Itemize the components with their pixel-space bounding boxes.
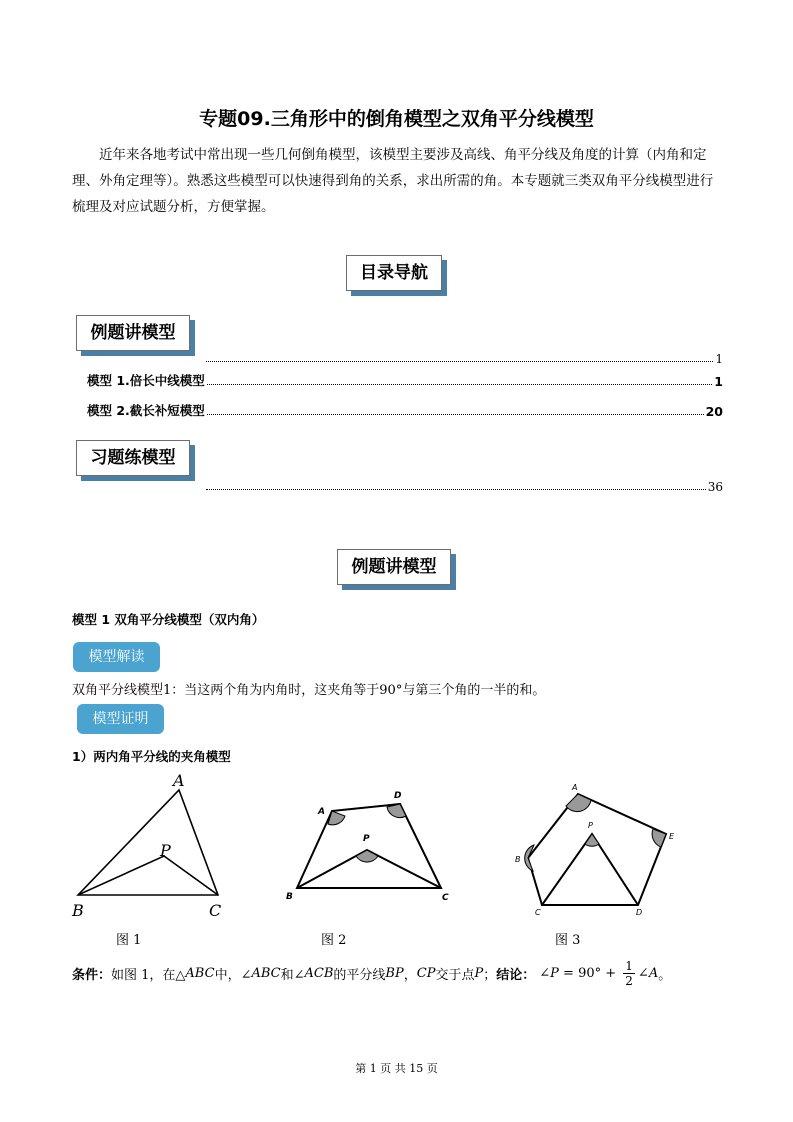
fraction-numerator: 1 [625,959,633,973]
fig2-label-p: P [363,834,370,844]
figure-2-caption: 图 2 [321,933,347,948]
fig2-label-b: B [286,892,293,902]
figure-3-caption: 图 3 [555,933,581,948]
point-p: P [474,966,484,981]
page-footer: 第 1 页 共 15 页 [355,1062,438,1075]
condition-text-6: 交于点 [435,968,475,983]
fig2-label-c: C [442,893,449,903]
toc-entry-exercises[interactable] [204,478,723,494]
angle-symbol: ∠ [637,966,649,981]
fraction-denominator: 2 [625,974,633,988]
condition-text-5: ， [403,968,417,983]
toc-entry-label: 模型 1.倍长中线模型 [87,373,205,388]
model-title: 模型 1 双角平分线模型（双内角） [72,612,265,627]
conclusion-label: 结论： [496,968,536,983]
figure-3 [506,778,686,920]
conclusion-equals: = 90° + [558,966,621,981]
toc-section-examples[interactable]: 例题讲模型 [76,315,190,351]
intro-paragraph: 近年来各地考试中常出现一些几何倒角模型，该模型主要涉及高线、角平分线及角度的计算（内角和定理、外角定理等）。熟悉这些模型可以快速得到角的关系，求出所需的角。本专题就三类双角平分线模型进行梳理及对应试题分析，方便掌握。 [72,147,714,215]
model-read-badge: 模型解读 [73,642,160,672]
toc-entry-label: 模型 2.截长补短模型 [87,403,205,418]
toc-leader-dots [206,361,713,362]
toc-page-number: 36 [707,480,723,494]
fig1-label-p: P [160,841,171,860]
fig3-label-b: B [515,855,521,864]
condition-text-1: 如图 1，在△ [111,968,186,983]
figure-2 [280,778,460,910]
segment-cp: CP [416,966,436,981]
angle-symbol: ∠ [539,966,551,981]
toc-section-exercises[interactable]: 习题练模型 [76,440,190,476]
section-heading: 例题讲模型 [337,549,451,585]
toc-leader-dots [207,414,704,415]
fig1-label-a: A [173,771,185,790]
fig3-label-c: C [535,908,541,917]
toc-heading: 目录导航 [346,255,442,291]
angle-abc: ABC [251,966,281,981]
condition-label: 条件： [72,968,112,983]
condition-text-2: 中，∠ [214,968,252,983]
fig3-label-a: A [572,783,578,792]
fig1-label-b: B [72,901,84,920]
fraction-one-half [623,959,635,988]
fig3-label-p: P [588,821,593,830]
fig2-label-a: A [318,807,325,817]
toc-page-number: 20 [705,404,723,419]
toc-leader-dots [207,384,712,385]
sub-title: 1）两内角平分线的夹角模型 [72,749,231,764]
condition-text-3: 和∠ [280,968,305,983]
toc-entry-model2[interactable] [87,403,723,419]
conclusion-angle-a: A [648,966,659,981]
toc-entry-examples[interactable] [204,350,723,366]
segment-bp: BP [385,966,404,981]
toc-leader-dots [206,489,706,490]
condition-text-4: 的平分线 [333,968,386,983]
condition-text-7: ； [483,968,497,983]
conclusion-angle-p: P [550,966,559,981]
fig3-label-d: D [636,908,643,917]
conclusion-end: 。 [658,968,672,983]
angle-acb: ACB [304,966,334,981]
fig3-label-e: E [669,832,675,841]
page-title: 专题09.三角形中的倒角模型之双角平分线模型 [199,108,594,130]
condition-line [72,959,671,988]
model-read-text: 双角平分线模型1：当这两个角为内角时，这夹角等于90°与第三个角的一半的和。 [72,683,546,698]
fig1-label-c: C [209,901,222,920]
fig2-label-d: D [394,791,402,801]
model-proof-badge: 模型证明 [77,704,164,734]
toc-entry-model1[interactable] [87,373,723,389]
triangle-name: ABC [185,966,215,981]
toc-page-number: 1 [715,352,723,366]
figure-1 [66,770,236,922]
toc-page-number: 1 [714,374,723,389]
figure-1-caption: 图 1 [116,933,142,948]
